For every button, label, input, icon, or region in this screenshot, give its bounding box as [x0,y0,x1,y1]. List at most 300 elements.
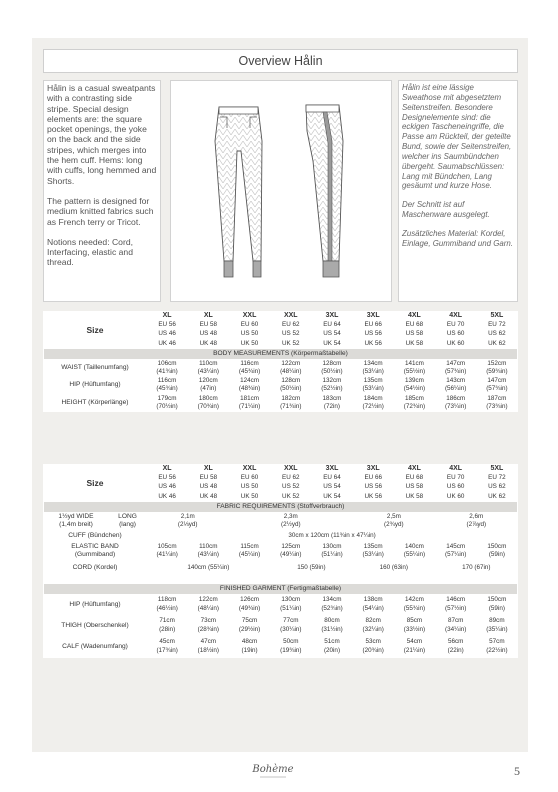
size-name: 3XL [312,312,352,320]
value-cm: 51cm [324,638,340,646]
value-cm: 71cm [159,617,175,625]
size-name: XXL [229,465,269,473]
row-label: HIP (Hüftumfang) [44,595,146,615]
value-in: (51¼in) [280,604,302,612]
value-cell [436,616,476,636]
fabric-length-label [109,513,146,529]
eu-size: EU 72 [477,321,517,329]
value-cm: 116cm [240,359,259,367]
value-cell [271,360,311,376]
intro-de-paragraph: Hålin ist eine lässige Sweathose mit abgesetztem Seitenstreifen. Besondere Designelemente sind: die eckigen Tascheneingriffe, die Passe am Rückteil, der geteilte Bund, sowie der Seitenstreifen, welcher ins Saumbündchen übergeht. Saumabschlüssen: Lang mit Bündchen, Lang gesäumt und kurze Hose. [402,83,512,191]
table-spacer [44,577,517,583]
value-in: (70½in) [156,402,178,410]
value-cell [188,616,228,636]
value-cell [147,395,187,411]
fabric-row [44,513,517,529]
uk-size: UK 48 [188,340,228,348]
section-header-row [44,349,517,359]
value-cell [353,616,393,636]
value-cm: 82cm [365,617,381,625]
value-in: (56¼in) [444,385,467,393]
section-header-row [44,502,517,512]
size-header-row [44,465,517,473]
value-cell [188,543,228,559]
value-in: (48¼in) [280,368,302,376]
value-cell [188,377,228,393]
size-name: 5XL [477,465,517,473]
us-size: US 48 [188,330,228,338]
row-label: HIP (Hüftumfang) [44,377,146,393]
us-size: US 48 [188,483,228,491]
value-cell [394,543,434,559]
uk-size: UK 62 [477,493,517,501]
spacer-row [44,577,517,583]
value-cm: 56cm [447,638,464,646]
value-in: (72¾in) [403,402,426,410]
value-cell [477,616,517,636]
section-title: FABRIC REQUIREMENTS (Stoffverbrauch) [44,502,517,512]
size-name: XL [188,465,228,473]
us-size: US 52 [271,483,311,491]
value-yd: (2⅓yd) [177,521,198,529]
us-size: US 56 [353,330,393,338]
long-label: LONG [118,512,137,520]
value-cell [312,616,352,636]
us-size: US 62 [477,483,517,491]
cuff-value: 30cm x 120cm (11¾in x 47¼in) [147,530,517,542]
value-in: (30¼in) [280,625,302,633]
value-in: (28¾in) [197,625,220,633]
value-cm: 106cm [157,359,177,367]
value-in: (22½in) [486,646,508,654]
size-name: 4XL [436,312,476,320]
value-cell [477,543,517,559]
value-cell [229,377,269,393]
value-cell [477,595,517,615]
size-name: 5XL [477,312,517,320]
value-cm: 142cm [404,596,424,604]
uk-size: UK 60 [436,340,476,348]
value-in: (41¾in) [156,368,178,376]
elastic-label-de: (Gummiband) [74,551,116,559]
uk-size: UK 58 [394,340,434,348]
value-cell [271,395,311,411]
measurement-row [44,360,517,376]
value-cell [147,360,187,376]
value-cm: 115cm [240,543,259,551]
value-cell [436,377,476,393]
value-in: (21¼in) [403,646,426,654]
us-size: US 56 [353,483,393,491]
value-cm: 128cm [281,377,301,385]
uk-size: UK 54 [312,493,352,501]
uk-size: UK 46 [147,493,187,501]
value-cm: 135cm [363,377,383,385]
value-cell [477,637,517,657]
value-in: (57¾in) [486,385,508,393]
value-in: (34¼in) [444,625,467,633]
size-name: XL [147,465,187,473]
value-cell [394,595,434,615]
size-name: 4XL [394,312,434,320]
eu-size: EU 66 [353,321,393,329]
value-in: (72½in) [362,402,384,410]
value-cell [353,395,393,411]
value-cm: 180cm [198,394,218,402]
value-cm: 87cm [447,617,464,625]
row-label: CALF (Wadenumfang) [44,637,146,657]
eu-size: EU 58 [188,321,228,329]
pants-front-view [215,107,262,277]
value-cell [312,595,352,615]
value-cm: 181cm [240,394,259,402]
eu-size: EU 60 [229,321,269,329]
uk-size: UK 48 [188,493,228,501]
value-cm: 54cm [406,638,423,646]
value-in: (49¾in) [238,604,261,612]
value-in: (54½in) [403,385,426,393]
value-cm: 146cm [446,596,466,604]
value-in: (45¾in) [238,368,261,376]
value-cell [353,543,393,559]
eu-size: EU 62 [271,321,311,329]
value-cell [229,395,269,411]
uk-size: UK 54 [312,340,352,348]
value-cm: 45cm [159,638,175,646]
page-title: Overview Hålin [43,49,518,73]
size-name: XL [147,312,187,320]
value-cm: 143cm [446,377,466,385]
value-cell [271,595,311,615]
value-cell [271,637,311,657]
value-in: (48¾in) [238,385,261,393]
measurement-row [44,395,517,411]
uk-size: UK 56 [353,493,393,501]
value-cell [353,360,393,376]
value-in: (52¾in) [321,604,343,612]
value-cm: 182cm [281,394,301,402]
section-header-row [44,584,517,594]
value-yd: (2¾yd) [384,521,404,529]
value-cell [312,543,352,559]
value-cm: 73cm [200,617,217,625]
size-name: XXL [271,465,311,473]
uk-size: UK 52 [271,340,311,348]
value-cm: 53cm [365,638,381,646]
value-in: (20in) [323,646,341,654]
value-cell [229,595,269,615]
value-in: (49¼in) [280,551,302,559]
value-cm: 122cm [198,596,218,604]
value-cm: 152cm [487,359,507,367]
value-cm: 128cm [322,359,342,367]
uk-size: UK 60 [436,493,476,501]
value-in: (43¼in) [197,551,220,559]
value-cm: 126cm [240,596,260,604]
value-in: (46½in) [156,604,178,612]
fabric-garment-table [43,464,518,658]
value-in: (59in) [488,551,505,559]
size-name: XL [188,312,228,320]
value-cell [394,616,434,636]
fabric-width-metric: (1,4m breit) [59,521,93,529]
value-cm: 150cm [487,596,507,604]
page-number: 5 [514,764,520,778]
fabric-value [436,513,517,529]
value-in: (41¼in) [156,551,178,559]
row-label: HEIGHT (Körperlänge) [44,395,146,411]
value-cm: 145cm [446,543,466,551]
fabric-value [229,513,352,529]
value-cm: 179cm [157,394,177,402]
intro-en-paragraph: The pattern is designed for medium knitted fabrics such as French terry or Tricot. [47,195,154,227]
size-header-row [44,312,517,320]
value-in: (50½in) [280,385,302,393]
eu-size: EU 58 [188,474,228,482]
value-in: (70¾in) [197,402,219,410]
eu-size: EU 56 [147,321,187,329]
value-m: 2,3m [283,512,298,520]
value-in: (55¼in) [403,551,426,559]
long-label-de: (lang) [119,521,136,529]
value-in: (57¼in) [444,551,467,559]
section-title: BODY MEASUREMENTS (Körpermaßtabelle) [44,349,517,359]
size-name: XXL [271,312,311,320]
us-size: US 62 [477,330,517,338]
us-size: US 50 [229,330,269,338]
value-in: (17¾in) [156,646,178,654]
fabric-value [147,513,228,529]
value-cell [312,637,352,657]
value-cm: 140cm [404,543,424,551]
value-cell [188,395,228,411]
size-label: Size [44,312,146,348]
size-label: Size [44,465,146,501]
value-cell [188,360,228,376]
value-in: (73¾in) [486,402,508,410]
value-in: (19in) [241,646,258,654]
eu-size: EU 64 [312,321,352,329]
value-cell [271,377,311,393]
value-cell [436,395,476,411]
value-in: (20¾in) [362,646,384,654]
value-m: 2,6m [469,512,484,520]
technical-drawing [170,80,392,302]
cord-value: 140cm (55¼in) [147,561,270,576]
uk-size: UK 52 [271,493,311,501]
value-in: (45¾in) [156,385,178,393]
uk-size: UK 46 [147,340,187,348]
value-in: (53¼in) [362,368,384,376]
uk-size: UK 50 [229,340,269,348]
value-in: (59¾in) [486,368,508,376]
value-cm: 77cm [283,617,299,625]
measurement-row [44,377,517,393]
cord-value: 170 (67in) [436,561,517,576]
eu-size: EU 70 [436,321,476,329]
value-in: (73¼in) [444,402,467,410]
section-title: FINISHED GARMENT (Fertigmaßtabelle) [44,584,517,594]
value-cm: 124cm [240,377,259,385]
size-name: 3XL [353,312,393,320]
size-name: 3XL [353,465,393,473]
value-in: (31½in) [321,625,343,633]
value-cell [477,377,517,393]
cuff-label: CUFF (Bündchen) [44,530,146,542]
eu-size: EU 70 [436,474,476,482]
value-cell [229,637,269,657]
eu-size: EU 68 [394,321,434,329]
measurement-row [44,616,517,636]
value-cell [147,543,187,559]
intro-de-paragraph: Der Schnitt ist auf Maschenware ausgelegt. [402,200,490,220]
value-in: (72in) [323,402,341,410]
value-yd: (2½yd) [280,521,301,529]
cord-label: CORD (Kordel) [44,561,146,576]
value-cell [436,360,476,376]
value-in: (59in) [488,604,505,612]
value-in: (55½in) [403,368,426,376]
value-yd: (2⅞yd) [466,521,487,529]
value-cm: 139cm [404,377,424,385]
value-in: (19¾in) [280,646,302,654]
value-cm: 85cm [406,617,423,625]
value-in: (50½in) [321,368,343,376]
value-cm: 134cm [322,596,342,604]
us-size: US 60 [436,330,476,338]
cuff-row [44,530,517,542]
value-in: (71¾in) [280,402,302,410]
value-cm: 47cm [200,638,217,646]
value-in: (43¼in) [197,368,219,376]
us-size: US 50 [229,483,269,491]
pants-illustration [171,81,391,301]
value-cm: 184cm [363,394,383,402]
us-size: US 46 [147,330,187,338]
uk-size: UK 62 [477,340,517,348]
value-in: (71¼in) [238,402,261,410]
value-cell [394,637,434,657]
value-cm: 150cm [487,543,507,551]
us-size: US 58 [394,483,434,491]
value-in: (55¾in) [403,604,426,612]
value-cell [312,377,352,393]
value-in: (32¼in) [362,625,384,633]
fabric-width: 1½yd WIDE [58,512,94,520]
value-in: (53¼in) [362,551,384,559]
value-cm: 141cm [404,359,424,367]
value-m: 2,5m [386,512,401,520]
value-in: (57½in) [444,604,467,612]
eu-size: EU 68 [394,474,434,482]
value-cm: 135cm [363,543,383,551]
cord-value: 160 (63in) [353,561,434,576]
value-cm: 120cm [198,377,218,385]
value-cell [188,637,228,657]
value-cm: 130cm [281,596,301,604]
us-size: US 58 [394,330,434,338]
value-cell [394,377,434,393]
value-cell [229,360,269,376]
cord-row [44,561,517,576]
value-m: 2,1m [180,512,195,520]
value-cm: 105cm [157,543,177,551]
value-in: (57¾in) [444,368,467,376]
value-cm: 147cm [487,377,507,385]
us-size: US 54 [312,483,352,491]
uk-size: UK 56 [353,340,393,348]
body-measurements-table [43,311,518,412]
value-cm: 183cm [322,394,342,402]
value-cm: 132cm [322,377,342,385]
value-cell [394,395,434,411]
value-cm: 122cm [281,359,301,367]
value-cell [271,616,311,636]
eu-size: EU 64 [312,474,352,482]
us-size: US 46 [147,483,187,491]
value-cm: 125cm [281,543,301,551]
value-cell [436,543,476,559]
value-cm: 89cm [489,617,505,625]
value-in: (28in) [159,625,176,633]
value-cell [147,377,187,393]
value-cell [188,595,228,615]
value-cell [312,395,352,411]
value-cell [147,595,187,615]
value-cell [477,395,517,411]
value-cm: 48cm [241,638,258,646]
value-cell [353,637,393,657]
size-name: 4XL [436,465,476,473]
intro-german [398,80,518,302]
boheme-logo [252,757,294,783]
us-size: US 52 [271,330,311,338]
pants-side-view [306,105,343,277]
uk-size: UK 58 [394,493,434,501]
value-cm: 116cm [157,377,177,385]
value-in: (35¼in) [486,625,508,633]
value-cell [436,595,476,615]
elastic-row [44,543,517,559]
value-in: (18½in) [197,646,220,654]
value-cell [147,616,187,636]
row-label: WAIST (Taillenumfang) [44,360,146,376]
elastic-label [44,543,146,559]
value-cm: 138cm [363,596,383,604]
value-cell [271,543,311,559]
value-cm: 130cm [322,543,342,551]
fabric-width-label [44,513,108,529]
value-cm: 134cm [363,359,383,367]
value-in: (48¼in) [197,604,220,612]
size-name: XXL [229,312,269,320]
intro-en-paragraph: Notions needed: Cord, Interfacing, elastic and thread. [47,236,133,268]
value-in: (33½in) [403,625,426,633]
value-cell [229,616,269,636]
us-size: US 54 [312,330,352,338]
measurement-row [44,637,517,657]
value-in: (22in) [447,646,464,654]
eu-size: EU 62 [271,474,311,482]
uk-size: UK 50 [229,493,269,501]
svg-text:Bohème: Bohème [252,764,294,775]
eu-size: EU 66 [353,474,393,482]
eu-size: EU 56 [147,474,187,482]
row-label: THIGH (Oberschenkel) [44,616,146,636]
value-cell [229,543,269,559]
value-cm: 57cm [489,638,505,646]
value-cell [353,377,393,393]
